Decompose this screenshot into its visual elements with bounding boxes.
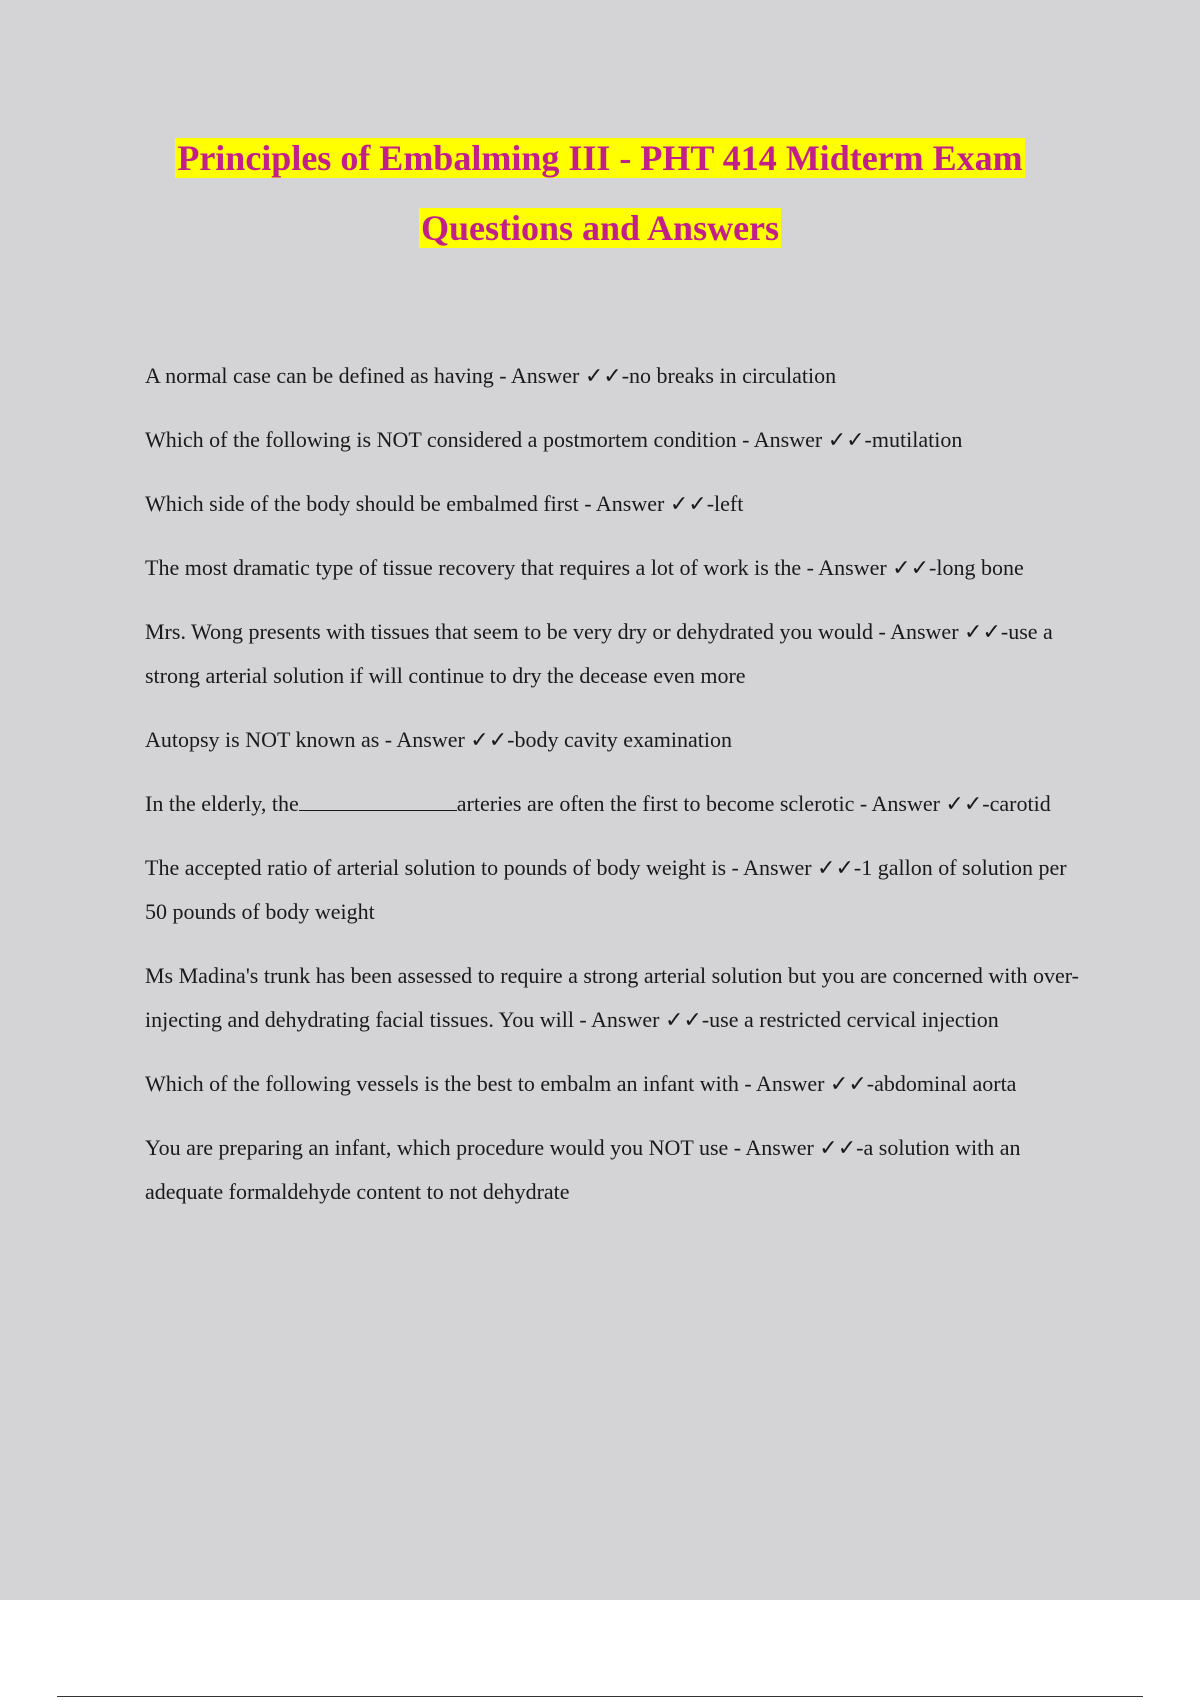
title-line-1 — [0, 136, 1200, 188]
qa-item: Mrs. Wong presents with tissues that seem to be very dry or dehydrated you would - Answer ✓✓-use a strong arterial solution if will continue to dry the decease even more — [145, 619, 1053, 688]
qa-item: The accepted ratio of arterial solution to pounds of body weight is - Answer ✓✓-1 gallon of solution per 50 pounds of body weight — [145, 855, 1067, 924]
qa-item-with-blank — [145, 782, 1085, 826]
title-line-2-text: Questions and Answers — [420, 208, 780, 248]
qa-item: Which of the following vessels is the best to embalm an infant with - Answer ✓✓-abdominal aorta — [145, 1071, 1017, 1096]
qa-text-after-blank: arteries are often the first to become sclerotic - Answer ✓✓-carotid — [456, 791, 1051, 816]
qa-item: Which of the following is NOT considered a postmortem condition - Answer ✓✓-mutilation — [145, 427, 963, 452]
qa-list — [145, 354, 1085, 1234]
qa-item: The most dramatic type of tissue recovery that requires a lot of work is the - Answer ✓✓-long bone — [145, 555, 1024, 580]
qa-text-before-blank: In the elderly, the — [145, 791, 299, 816]
qa-item: Ms Madina's trunk has been assessed to require a strong arterial solution but you are concerned with over-injecting and dehydrating facial tissues. You will - Answer ✓✓-use a restricted cervical injection — [145, 963, 1079, 1032]
bottom-divider — [57, 1696, 1143, 1697]
qa-item: Which side of the body should be embalmed first - Answer ✓✓-left — [145, 491, 744, 516]
title-line-1-text: Principles of Embalming III - PHT 414 Midterm Exam — [177, 138, 1023, 178]
qa-item: A normal case can be defined as having - Answer ✓✓-no breaks in circulation — [145, 363, 837, 388]
qa-item: Autopsy is NOT known as - Answer ✓✓-body cavity examination — [145, 727, 732, 752]
fill-in-blank-line — [299, 790, 457, 811]
title-line-2 — [0, 206, 1200, 258]
qa-item: You are preparing an infant, which procedure would you NOT use - Answer ✓✓-a solution with an adequate formaldehyde content to not dehydrate — [145, 1135, 1021, 1204]
document-title — [0, 136, 1200, 276]
